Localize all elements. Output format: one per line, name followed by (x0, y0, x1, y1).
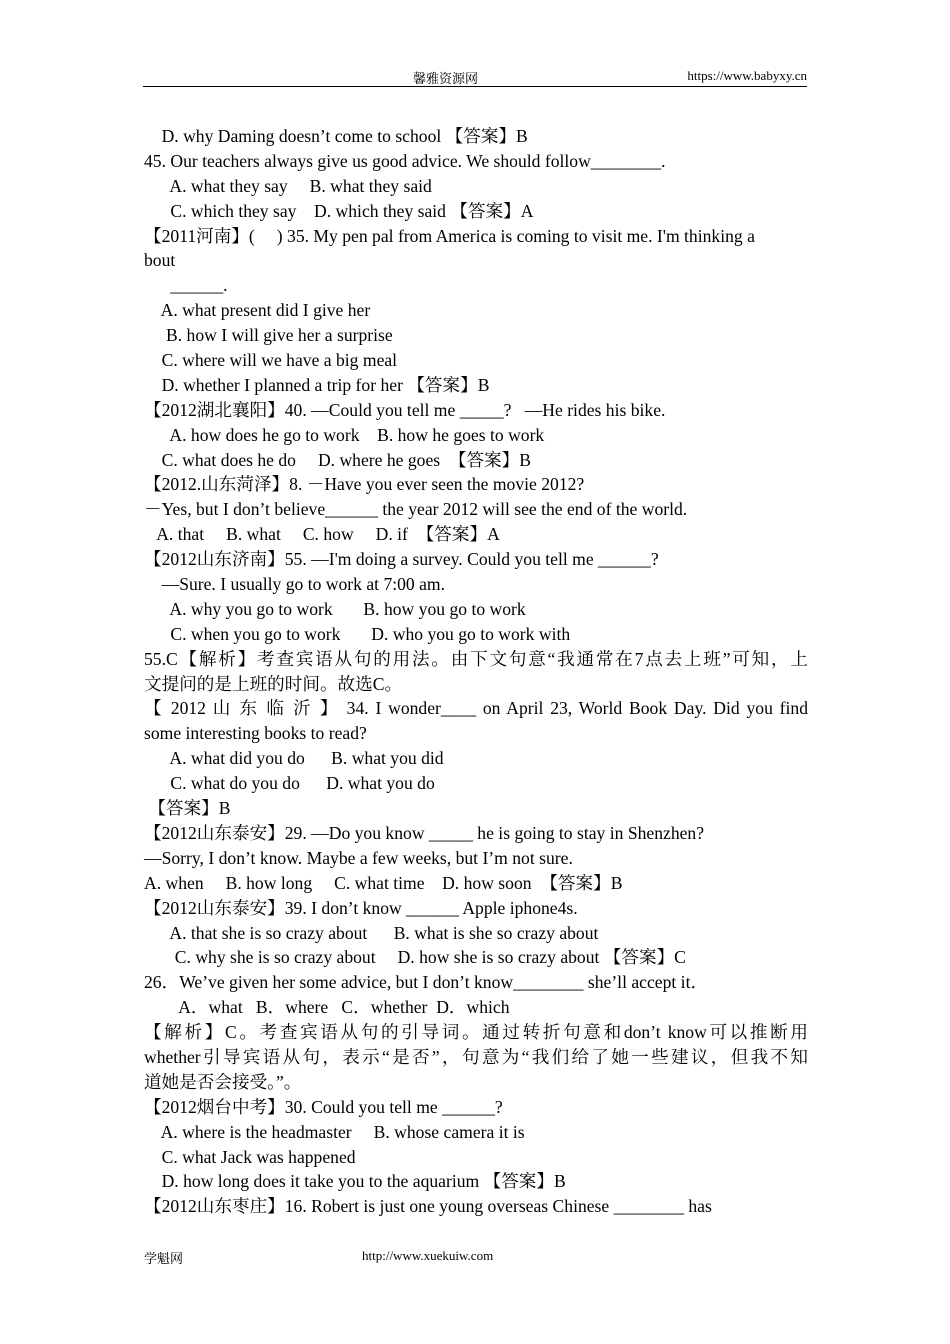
text-line: whether引导宾语从句，表示“是否”，句意为“我们给了她一些建议，但我不知 (144, 1046, 808, 1067)
footer-site-url[interactable]: http://www.xuekuiw.com (362, 1248, 494, 1263)
text-line: A. that B. what C. how D. if 【答案】A (144, 524, 500, 545)
text-line: A．what B．where C．whether D．which (144, 997, 510, 1018)
header-site-url[interactable]: https://www.babyxy.cn (687, 68, 807, 83)
text-line: some interesting books to read? (144, 723, 367, 744)
header-site-name: 馨雅资源网 (413, 71, 479, 86)
text-line: —Sorry, I don’t know. Maybe a few weeks, but I’m not sure. (144, 847, 573, 868)
text-line: 【解析】C。考查宾语从句的引导词。通过转折句意和don’t know可以推断用 (144, 1022, 808, 1043)
text-line: C. which they say D. which they said 【答案】A (144, 200, 534, 221)
text-line: 【2012山东泰安】29. —Do you know _____ he is going to stay in Shenzhen? (144, 822, 705, 843)
text-line: A. why you go to work B. how you go to work (144, 598, 526, 619)
text-line: 26．We’ve given her some advice, but I don’t know________ she’ll accept it． (144, 972, 709, 993)
text-line: 【 2012 山 东 临 沂 】 34. I wonder____ on April 23, World Book Day. Did you find (144, 698, 808, 719)
text-line: 【2012湖北襄阳】40. —Could you tell me _____? —He rides his bike. (144, 399, 666, 420)
text-line: 文提问的是上班的时间。故选C。 (144, 673, 403, 694)
text-line: C. what do you do D. what you do (144, 773, 435, 794)
text-line: 【2012山东枣庄】16. Robert is just one young overseas Chinese ________ has (144, 1196, 712, 1217)
text-line: C. what Jack was happened (144, 1146, 356, 1167)
text-line: A. where is the headmaster B. whose camera it is (144, 1121, 525, 1142)
text-line: 【答案】B (144, 798, 231, 819)
text-line: D. why Daming doesn’t come to school 【答案】B (144, 126, 528, 146)
text-line: 【2012山东泰安】39. I don’t know ______ Apple iphone4s. (144, 897, 578, 918)
text-line: C. when you go to work D. who you go to work with (144, 623, 571, 644)
text-line: A. how does he go to work B. how he goes to work (144, 424, 545, 445)
text-line: A. what present did I give her (144, 300, 371, 321)
page-header (143, 64, 807, 87)
text-line: －Yes, but I don’t believe______ the year 2012 will see the end of the world. (144, 499, 688, 520)
text-line: 【2011河南】( ) 35. My pen pal from America is coming to visit me. I'm thinking a (144, 225, 755, 246)
text-line: 55.C【解析】考查宾语从句的用法。由下文句意“我通常在7点去上班”可知，上 (144, 648, 808, 669)
text-line: A. what did you do B. what you did (144, 748, 444, 769)
text-line: A. what they say B. what they said (144, 175, 432, 196)
text-line: 【2012.山东菏泽】8. －Have you ever seen the movie 2012? (144, 474, 585, 495)
text-line: C. what does he do D. where he goes 【答案】B (144, 449, 532, 470)
text-line: 【2012山东济南】55. —I'm doing a survey. Could you tell me ______? (144, 549, 659, 570)
text-line: D. whether I planned a trip for her 【答案】B (144, 374, 490, 395)
text-line: ______. (144, 275, 228, 296)
text-line: 45. Our teachers always give us good advice. We should follow________. (144, 150, 666, 171)
text-line: D. how long does it take you to the aquarium 【答案】B (144, 1171, 566, 1192)
text-line: 【2012烟台中考】30. Could you tell me ______? (144, 1096, 503, 1117)
footer-site-name: 学魁网 (144, 1251, 184, 1266)
text-line: C. why she is so crazy about D. how she is so crazy about 【答案】C (144, 947, 686, 968)
text-line: B. how I will give her a surprise (144, 325, 393, 346)
text-line: C. where will we have a big meal (144, 350, 398, 371)
document-body (144, 124, 808, 1219)
text-line: —Sure. I usually go to work at 7:00 am. (144, 574, 446, 595)
text-line: bout (144, 250, 176, 271)
text-line: A. when B. how long C. what time D. how soon 【答案】B (144, 872, 623, 893)
text-line: 道她是否会接受。”。 (144, 1071, 302, 1092)
text-line: A. that she is so crazy about B. what is she so crazy about (144, 922, 599, 943)
